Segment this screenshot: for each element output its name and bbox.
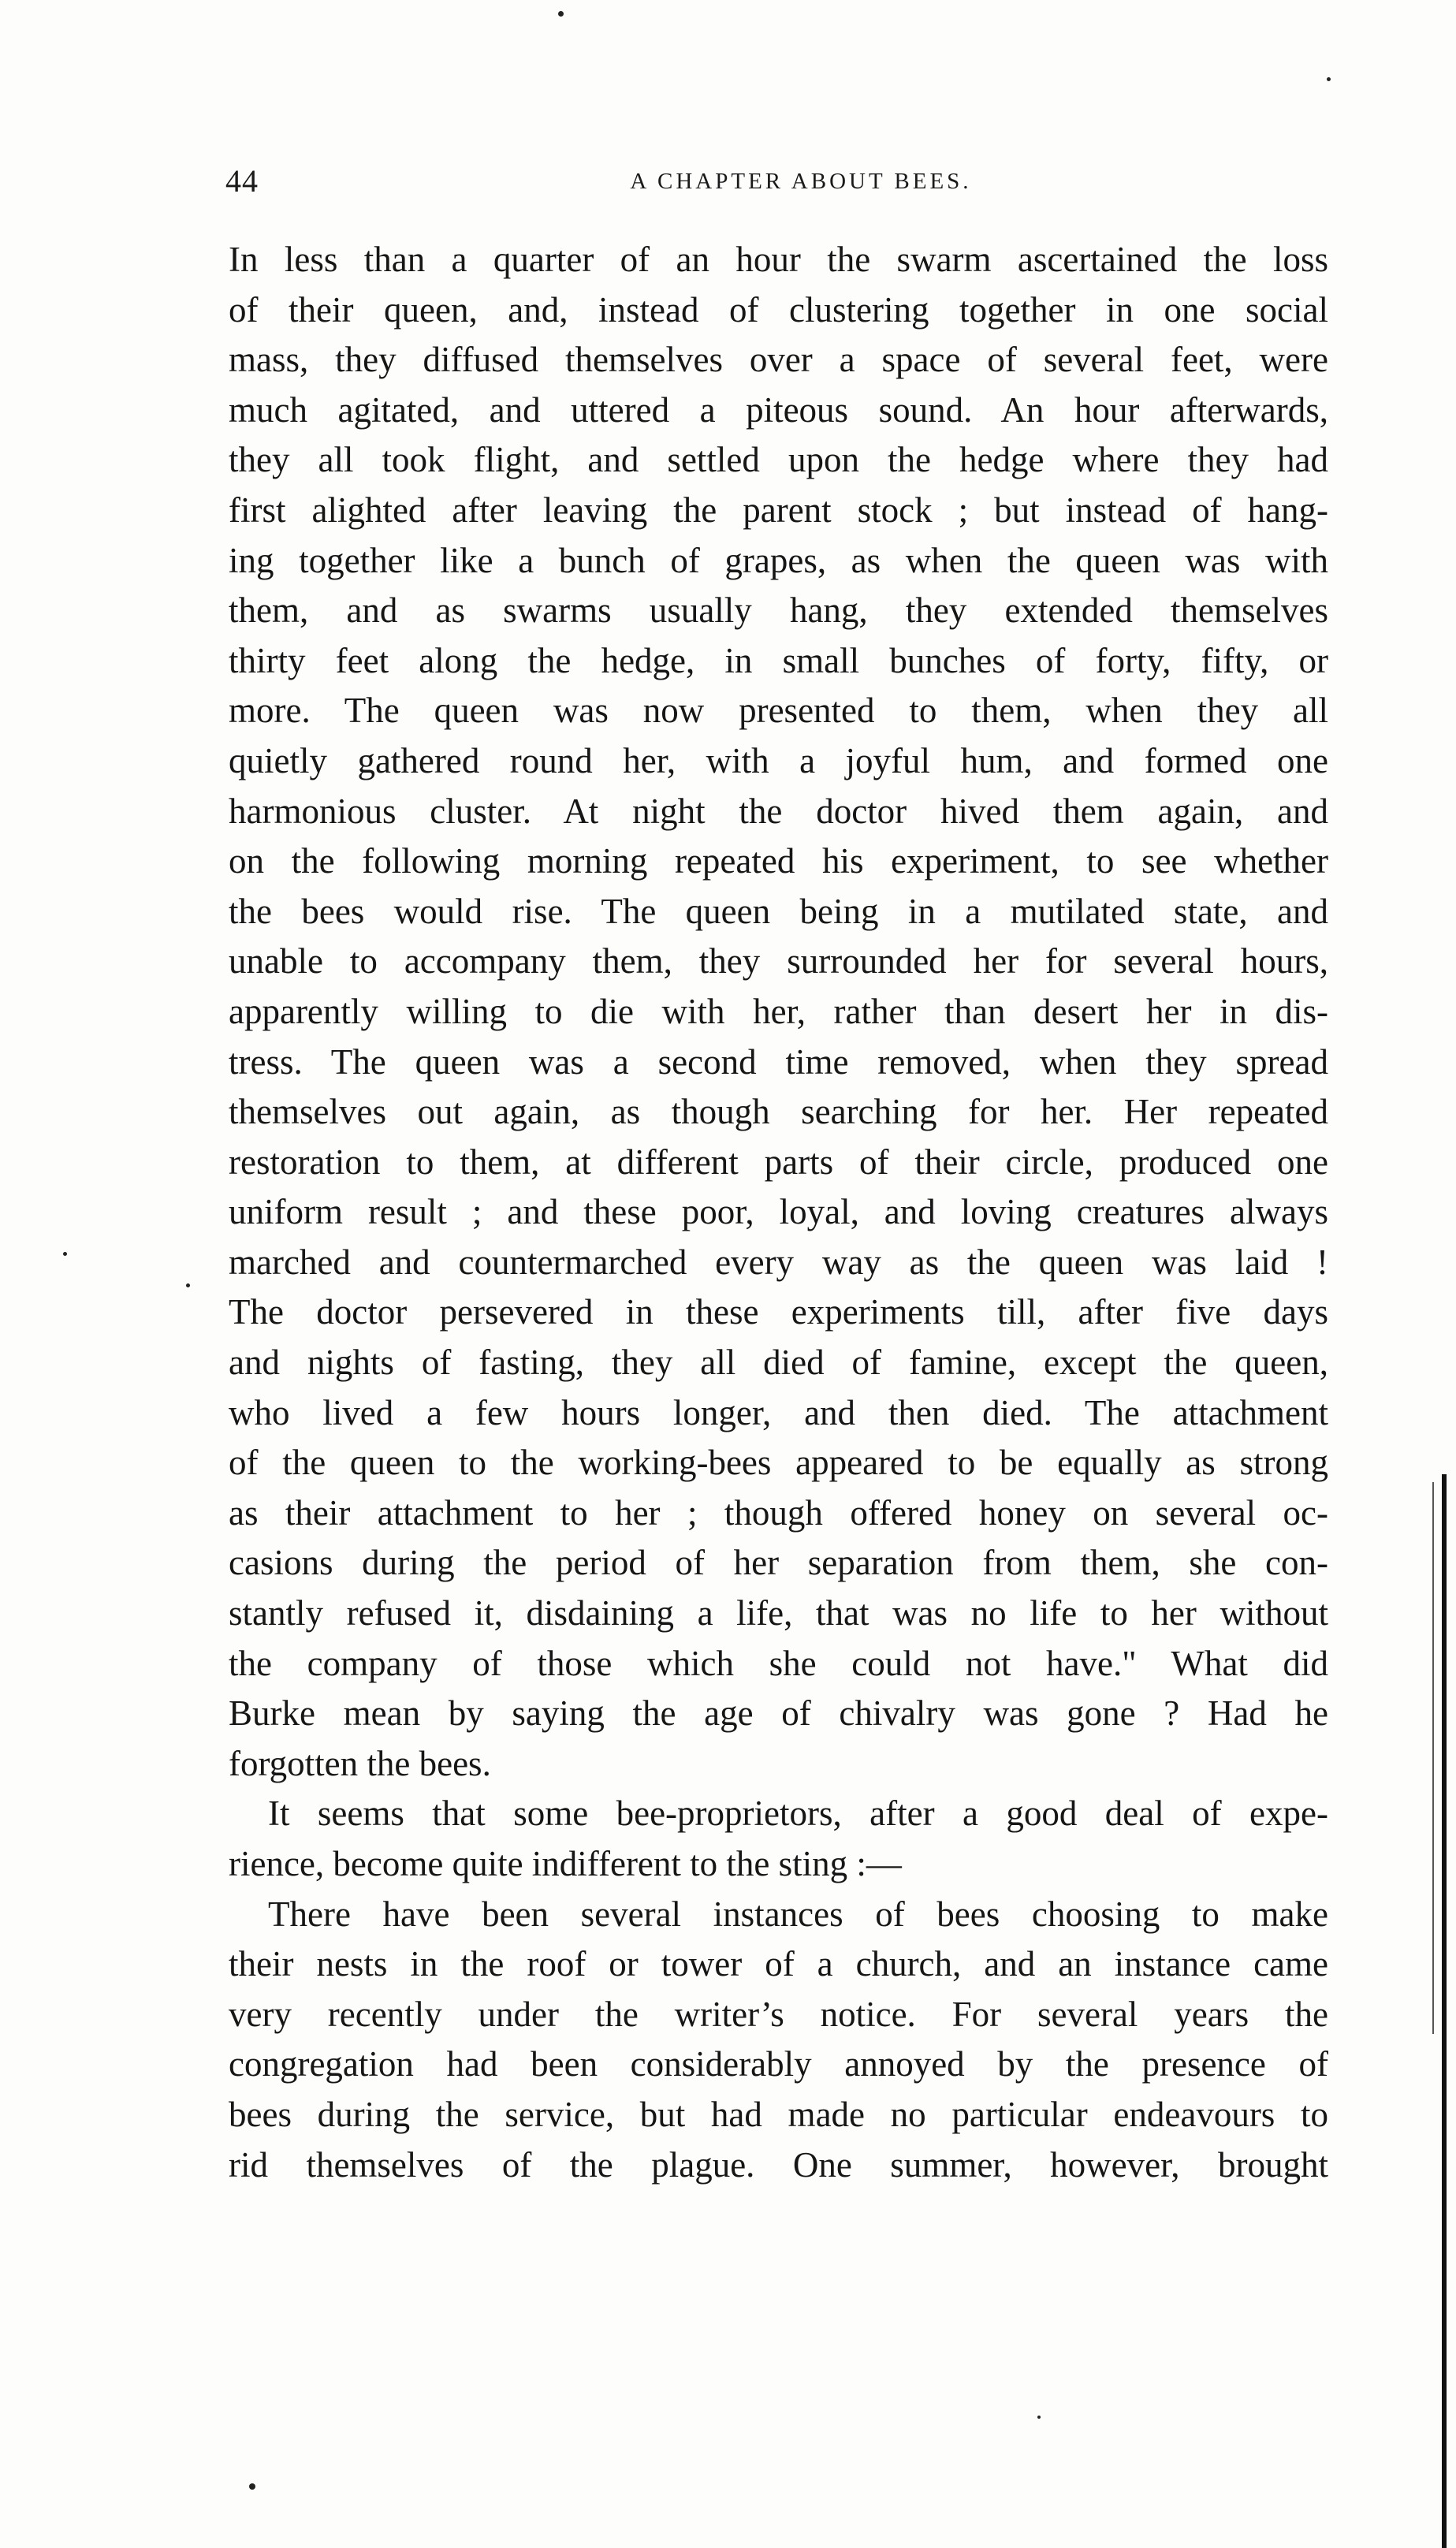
text-line: The doctor persevered in these experiments till, after five days (229, 1292, 1328, 1332)
text-line: marched and countermarched every way as the queen was laid ! (229, 1242, 1328, 1282)
text-line: as their attachment to her ; though offered honey on several oc- (229, 1492, 1328, 1533)
text-line: more. The queen was now presented to them, when they all (229, 691, 1328, 731)
text-line: first alighted after leaving the parent stock ; but instead of hang- (229, 490, 1328, 530)
text-line: them, and as swarms usually hang, they extended themselves (229, 590, 1328, 631)
text-line: congregation had been considerably annoyed by the presence of (229, 2044, 1328, 2084)
text-line: the bees would rise. The queen being in a mutilated state, and (229, 891, 1328, 931)
text-line: themselves out again, as though searching for her. Her repeated (229, 1092, 1328, 1132)
text-line: very recently under the writer’s notice. For several years the (229, 1994, 1328, 2034)
print-speck (1327, 77, 1331, 81)
text-line: the company of those which she could not have." What did (229, 1643, 1328, 1683)
text-line: who lived a few hours longer, and then died. The attachment (229, 1392, 1328, 1432)
text-line: It seems that some bee-proprietors, after a good deal of expe- (268, 1794, 1328, 1834)
text-line: they all took flight, and settled upon the hedge where they had (229, 440, 1328, 480)
page-edge-line (1432, 1482, 1434, 2034)
page-header (225, 162, 1329, 210)
text-line: their nests in the roof or tower of a church, and an instance came (229, 1944, 1328, 1984)
page-edge-shadow (1442, 1474, 1447, 2548)
text-line: thirty feet along the hedge, in small bunches of forty, fifty, or (229, 640, 1328, 680)
text-line: bees during the service, but had made no particular endeavours to (229, 2094, 1328, 2134)
text-line: of the queen to the working-bees appeared to be equally as strong (229, 1443, 1328, 1483)
text-line: much agitated, and uttered a piteous sound. An hour afterwards, (229, 389, 1328, 430)
text-line: rid themselves of the plague. One summer, however, brought (229, 2144, 1328, 2185)
text-line: There have been several instances of bees choosing to make (268, 1894, 1328, 1934)
text-line: Burke mean by saying the age of chivalry was gone ? Had he (229, 1693, 1328, 1734)
text-line: casions during the period of her separation from them, she con- (229, 1543, 1328, 1583)
text-line: tress. The queen was a second time removed, when they spread (229, 1041, 1328, 1082)
text-line: restoration to them, at different parts of their circle, produced one (229, 1142, 1328, 1182)
text-line: uniform result ; and these poor, loyal, and loving creatures always (229, 1192, 1328, 1232)
text-line: quietly gathered round her, with a joyful hum, and formed one (229, 740, 1328, 780)
print-speck (1037, 2416, 1041, 2419)
text-line: of their queen, and, instead of clustering together in one social (229, 289, 1328, 330)
print-speck (249, 2483, 255, 2490)
print-speck (63, 1252, 67, 1256)
text-line: apparently willing to die with her, rather than desert her in dis- (229, 991, 1328, 1031)
running-title: A CHAPTER ABOUT BEES. (630, 169, 972, 194)
text-line: forgotten the bees. (229, 1743, 491, 1783)
text-line: rience, become quite indifferent to the sting :— (229, 1844, 902, 1883)
page-number: 44 (225, 163, 259, 199)
text-line: on the following morning repeated his experiment, to see whether (229, 841, 1328, 881)
body-text (229, 235, 1328, 2190)
text-line: stantly refused it, disdaining a life, that was no life to her without (229, 1593, 1328, 1633)
text-line: In less than a quarter of an hour the swarm ascertained the loss (229, 240, 1328, 279)
text-line: ing together like a bunch of grapes, as when the queen was with (229, 540, 1328, 580)
text-line: and nights of fasting, they all died of famine, except the queen, (229, 1343, 1328, 1383)
print-speck (558, 11, 564, 17)
text-line: mass, they diffused themselves over a space of several feet, were (229, 340, 1328, 380)
text-line: unable to accompany them, they surrounded her for several hours, (229, 941, 1328, 982)
print-speck (186, 1283, 190, 1287)
text-line: harmonious cluster. At night the doctor hived them again, and (229, 791, 1328, 831)
